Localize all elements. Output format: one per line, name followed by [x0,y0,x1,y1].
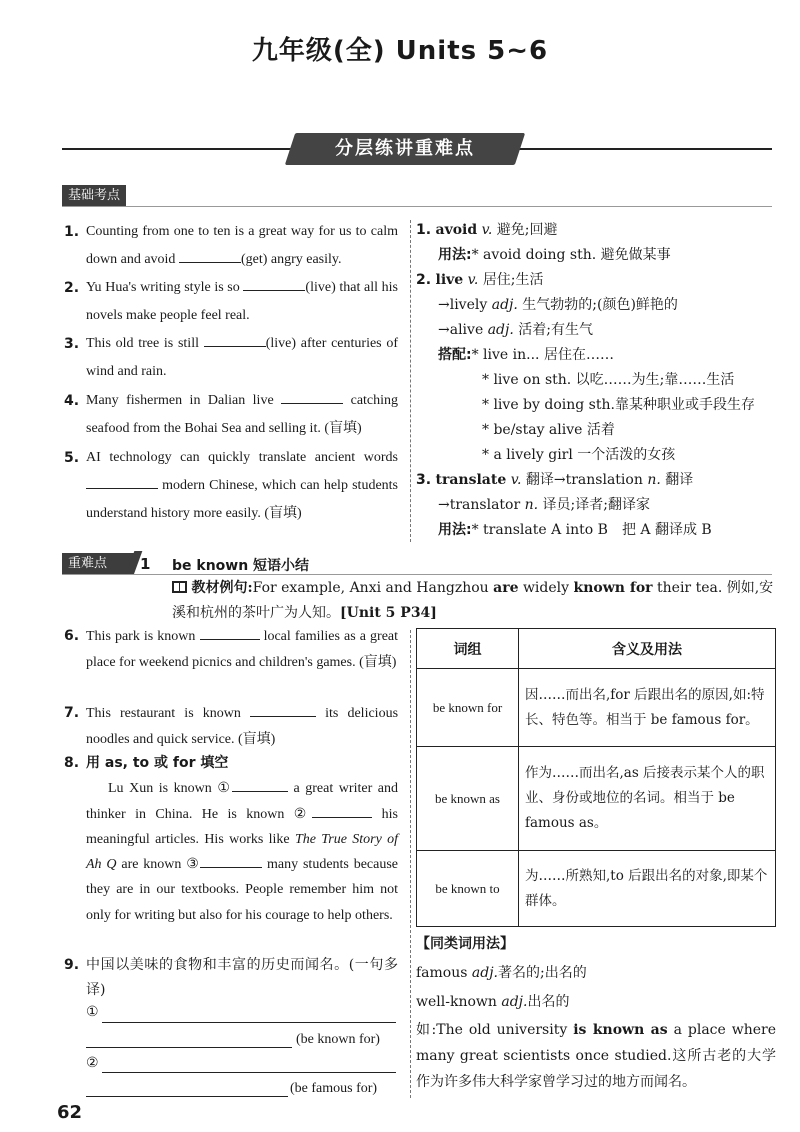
usage-table [416,628,776,927]
key-point-number: 1 [140,555,151,573]
question-7: 7. This restaurant is known its delicious noodles and quick service. (盲填) [86,701,398,752]
question-hint: (live) that all his novels make people feel real. [86,280,399,323]
similar-words [416,930,776,1095]
question-hint: (get) angry easily. [240,252,342,267]
translation-hint-1: (be known for) [296,1032,380,1047]
note-alive: →alive adj. 活着;有生气 [438,322,593,338]
question-8: 8. 用 as, to 或 for 填空 Lu Xun is known ① a great writer and thinker in China. He is known ② his meaningful articles. His works like The True Story of Ah Q are known ③ many students because they are in our textbooks. People remember him not only for writing but also for his courage to help others. [86,751,398,928]
question-number: 7. [64,705,80,721]
answer-blank[interactable] [200,624,260,640]
question-number: 3. [64,336,80,352]
question-3 [64,330,399,386]
note-word: avoid [435,222,478,238]
table-cell-phrase: be known for [417,669,519,747]
note-lively: →lively adj. 生气勃勃的;(颜色)鲜艳的 [438,297,678,313]
vocab-notes [416,218,776,543]
table-header-phrase: 词组 [417,629,519,669]
table-row [417,747,776,851]
basic-tag-underline [62,206,772,207]
column-divider-upper [410,220,411,542]
question-number: 1. [64,224,80,240]
question-6: 6. This park is known local families as a great place for weekend picnics and children's games. (盲填) [86,624,398,675]
question-text: Many fishermen in Dalian live [86,393,274,408]
note-live-collocation: * a lively girl 一个活泼的女孩 [482,447,676,463]
key-point-title: be known 短语小结 [172,558,310,574]
question-number: 2. [64,280,80,296]
table-header-row [417,629,776,669]
column-divider-lower [410,630,411,1098]
basic-points-tag: 基础考点 [62,185,126,206]
table-row [417,851,776,927]
table-cell-meaning: 因……而出名,for 后跟出名的原因,如:特长、特色等。相当于 be famous for。 [519,669,776,747]
page-number: 62 [57,1102,83,1123]
answer-blank[interactable] [86,473,158,489]
question-text: This old tree is still [86,336,199,351]
translation-circle-2: ② [86,1056,99,1071]
table-cell-meaning: 为……所熟知,to 后跟出名的对象,即某个群体。 [519,851,776,927]
note-avoid: 1. avoid v. 避免;回避 [416,222,558,238]
textbook-example: 教材例句:For example, Anxi and Hangzhou are widely known for their tea. 例如,安溪和杭州的茶叶广为人知。[Unit 5 P34] [172,580,774,621]
similar-word-well-known: well-known adj.出名的 [416,994,570,1010]
table-header-meaning: 含义及用法 [519,629,776,669]
table-cell-meaning: 作为……而出名,as 后接表示某个人的职业、身份或地位的名词。相当于 be famous as。 [519,747,776,851]
question-number: 4. [64,393,80,409]
answer-blank[interactable] [204,331,266,347]
answer-blank[interactable] [281,388,343,404]
note-translate: 3. translate v. 翻译→translation n. 翻译 [416,472,694,488]
note-live-collocation: * live on sth. 以吃……为生;靠……生活 [482,372,735,388]
question-4 [64,387,399,443]
question-number: 9. [64,957,80,973]
key-tag-underline [62,574,772,575]
question-number: 8. [64,755,80,771]
question-hint: catching seafood from the Bohai Sea and selling it. (盲填) [86,393,399,436]
answer-blank[interactable] [179,247,241,263]
note-live-collocation: * be/stay alive 活着 [482,422,615,438]
translation-hint-2: (be famous for) [290,1081,378,1096]
note-translate-usage: 用法:* translate A into B 把 A 翻译成 B [438,522,712,538]
note-live-collocation: 搭配:* live in... 居住在…… [438,347,614,363]
answer-blank-3[interactable] [200,852,262,868]
banner-line-right [510,148,772,150]
section-banner-text: 分层练讲重难点 [335,138,475,159]
translation-line-2b[interactable] [86,1096,288,1097]
question-1 [64,218,398,274]
question-text: AI technology can quickly translate ancient words [86,450,398,465]
answer-blank-1[interactable] [232,776,288,792]
translation-line-1b[interactable] [86,1047,292,1048]
table-row [417,669,776,747]
question-number: 6. [64,628,80,644]
answer-blank[interactable] [250,701,316,717]
question-text: Yu Hua's writing style is so [86,280,240,295]
page-title: 九年级(全) Units 5~6 [251,36,549,66]
table-cell-phrase: be known to [417,851,519,927]
translation-line-2a[interactable] [102,1072,396,1073]
similar-word-famous: famous adj.著名的;出名的 [416,965,587,981]
note-translator: →translator n. 译员;译者;翻译家 [438,497,650,513]
question-2 [64,274,399,330]
question-number: 5. [64,450,80,466]
note-word: live [435,272,464,288]
table-cell-phrase: be known as [417,747,519,851]
answer-blank[interactable] [243,275,305,291]
note-live-collocation: * live by doing sth.靠某种职业或手段生存 [482,397,755,413]
note-word: translate [435,472,507,488]
banner-line-left [62,148,302,150]
translation-circle-1: ① [86,1005,99,1020]
answer-blank-2[interactable] [312,802,372,818]
note-live: 2. live v. 居住;生活 [416,272,544,288]
question-9: 9. 中国以美味的食物和丰富的历史而闻名。(一句多译) [86,953,398,1003]
question-5 [64,444,398,528]
question-hint: modern Chinese, which can help students understand history more easily. (盲填) [86,478,398,521]
book-icon [172,581,187,593]
key-points-tag: 重难点 [62,553,134,574]
similar-heading: 【同类词用法】 [416,936,514,952]
similar-example: 如:The old university is known as a place where many great scientists once studied.这所古老的大学作为许多伟大科学家曾学习过的地方而闻名。 [416,1022,777,1090]
note-avoid-usage: 用法:* avoid doing sth. 避免做某事 [438,247,671,263]
question-text: Counting from one to ten is a great way for us to calm down and avoid [86,224,398,267]
question-hint: (live) after centuries of wind and rain. [86,336,399,379]
translation-line-1a[interactable] [102,1022,396,1023]
